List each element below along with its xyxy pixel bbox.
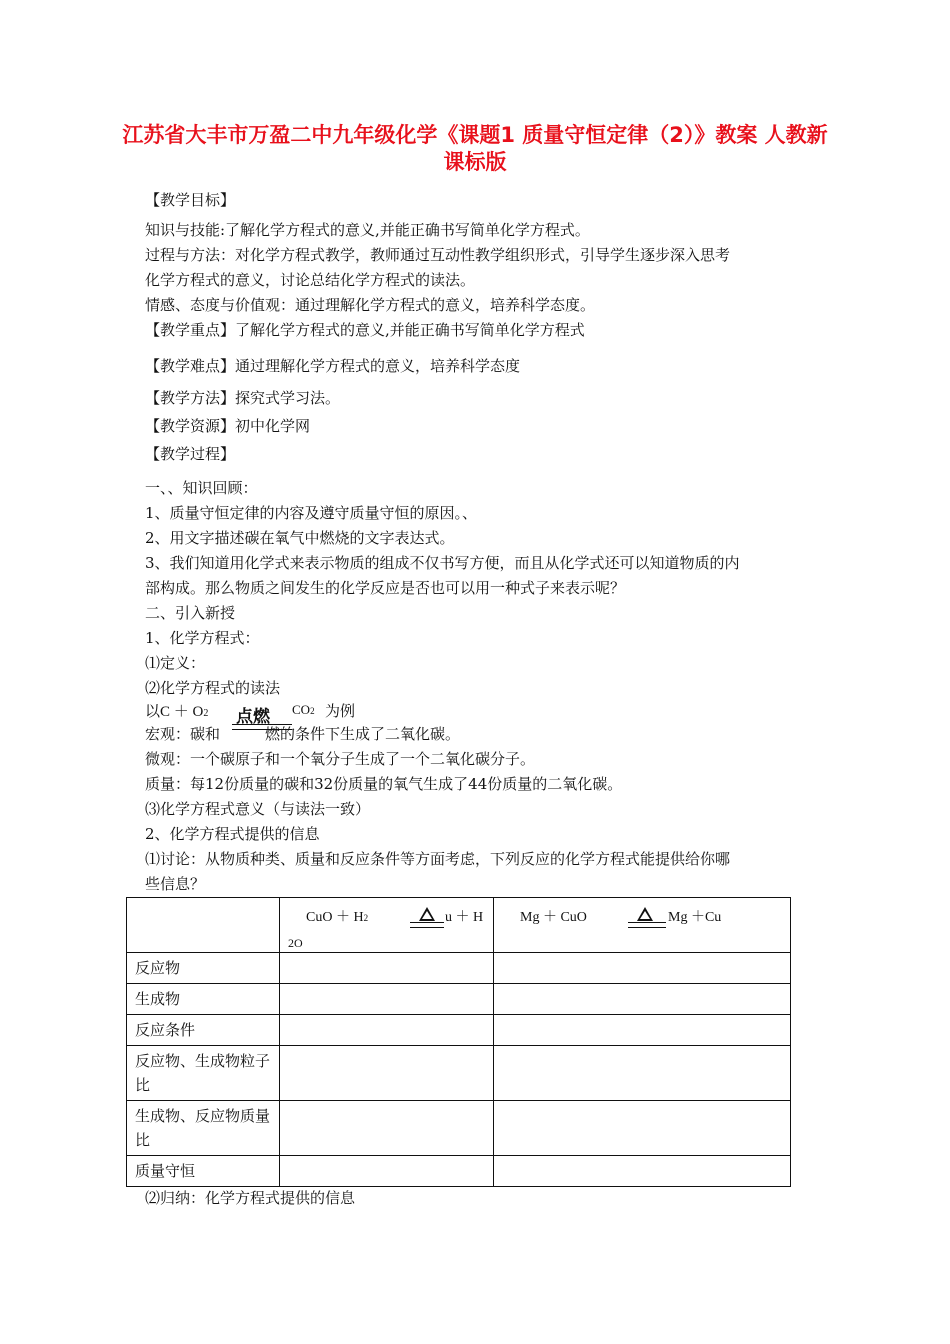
ignite-condition: 点燃 [236,707,270,727]
reaction1-left: CuO ＋ H2 [306,910,369,925]
body-line: 质量：每12份质量的碳和32份质量的氧气生成了44份质量的二氧化碳。 [145,775,623,793]
info-table [126,897,791,1187]
row-label: 质量守恒 [127,1156,280,1187]
body-line: 1、质量守恒定律的内容及遵守质量守恒的原因。、 [145,504,478,522]
body-line: 二、引入新授 [145,604,236,622]
body-line: 知识与技能:了解化学方程式的意义,并能正确书写简单化学方程式。 [145,221,590,239]
body-line: 2、用文字描述碳在氧气中燃烧的文字表达式。 [145,529,455,547]
example-product: CO2 [292,702,315,717]
body-line: 过程与方法：对化学方程式教学，教师通过互动性教学组织形式，引导学生逐步深入思考 [145,246,731,264]
equation-double-line [410,922,444,928]
header-empty-cell [127,898,280,953]
body-line: ⑶化学方程式意义（与读法一致） [145,800,371,818]
body-line: 微观：一个碳原子和一个氧分子生成了一个二氧化碳分子。 [145,750,536,768]
body-line: 化学方程式的意义，讨论总结化学方程式的读法。 [145,271,476,289]
body-line: 情感、态度与价值观：通过理解化学方程式的意义，培养科学态度。 [145,296,596,314]
body-line: 3、我们知道用化学式来表示物质的组成不仅书写方便，而且从化学式还可以知道物质的内 [145,554,740,572]
body-line: ⑵化学方程式的读法 [145,679,281,697]
body-line: 【教学方法】探究式学习法。 [145,389,341,407]
body-line: 【教学资源】初中化学网 [145,417,311,435]
reaction2-cell [494,898,791,953]
body-line: 宏观：碳和 燃的条件下生成了二氧化碳。 [145,725,461,743]
reaction1-cell [280,898,494,953]
example-equation [145,700,208,721]
heat-triangle-icon [419,907,435,921]
reaction1-wrap: 2O [288,936,303,950]
body-line: 2、化学方程式提供的信息 [145,825,320,843]
example-suffix: 为例 [325,704,356,720]
body-line: ⑴讨论：从物质种类、质量和反应条件等方面考虑，下列反应的化学方程式能提供给你哪 [145,850,731,868]
body-line: 【教学难点】通过理解化学方程式的意义，培养科学态度 [145,357,521,375]
body-line: 【教学目标】 [145,191,236,209]
example-prefix: 以C ＋ O [145,704,204,720]
body-line: ⑴定义： [145,654,206,672]
body-line: 些信息？ [145,875,206,893]
reaction2-right: Mg ＋Cu [668,910,722,925]
body-line: 【教学重点】了解化学方程式的意义,并能正确书写简单化学方程式 [145,321,585,339]
closing-line: ⑵归纳：化学方程式提供的信息 [145,1189,356,1207]
row-label: 反应物 [127,953,280,984]
row-label: 反应物、生成物粒子比 [127,1046,280,1101]
row-label: 反应条件 [127,1015,280,1046]
body-line: 1、化学方程式： [145,629,260,647]
reaction1-right: u ＋ H [445,910,484,925]
equation-double-line [628,922,666,928]
row-label: 生成物 [127,984,280,1015]
document-title: 江苏省大丰市万盈二中九年级化学《课题1 质量守恒定律（2）》教案 人教新课标版 [122,123,828,174]
body-line: 【教学过程】 [145,445,236,463]
reaction2-left: Mg ＋ CuO [520,910,587,925]
body-line: 一、、知识回顾： [145,479,258,497]
row-label: 生成物、反应物质量比 [127,1101,280,1156]
heat-triangle-icon [637,907,653,921]
body-line: 部构成。那么物质之间发生的化学反应是否也可以用一种式子来表示呢？ [145,579,626,597]
equation-double-line [232,724,292,730]
example-subscript: 2 [203,708,209,719]
